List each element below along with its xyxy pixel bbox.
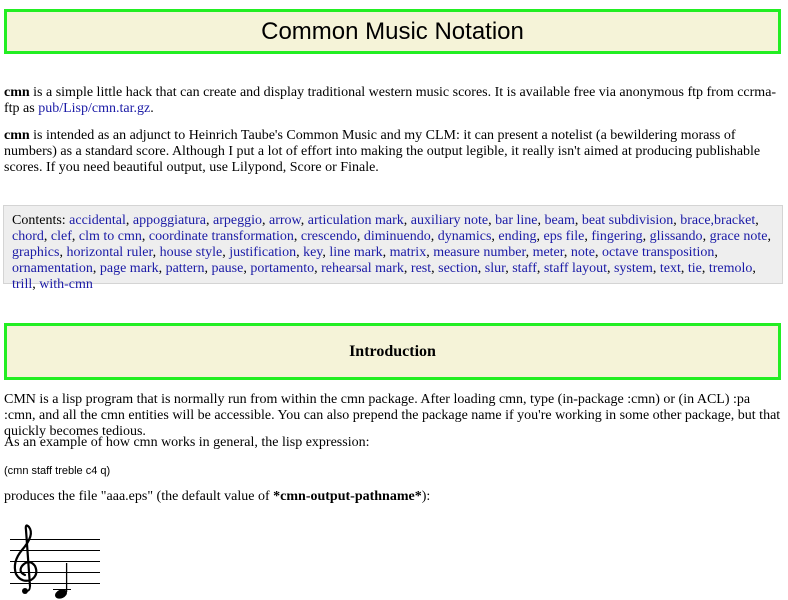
contents-link[interactable]: page mark [99,261,159,276]
contents-link[interactable]: meter [532,245,564,260]
contents-link[interactable]: appoggiatura [132,213,207,228]
staff-lines [10,540,100,584]
contents-link[interactable]: accidental [69,213,126,228]
contents-link[interactable]: fingering [591,229,643,244]
contents-link[interactable]: brace,bracket [680,213,756,228]
intro-paragraph-1 [4,85,784,117]
contents-link[interactable]: octave transposition [601,245,715,260]
contents-link[interactable]: tremolo [708,261,753,276]
contents-link[interactable]: glissando [649,229,703,244]
download-link[interactable]: pub/Lisp/cmn.tar.gz [38,101,151,116]
body-paragraph-1: CMN is a lisp program that is normally run from within the cmn package. After loading cmn, type (in-package :cmn) or (in ACL) :pa :cmn, and all the cmn entities will be accessible. You can also prepend the package name if you're working in some other package, but that quickly becomes tedious. [4,392,781,439]
contents-link[interactable]: auxiliary note [410,213,489,228]
contents-link[interactable]: portamento [250,261,315,276]
intro-paragraph-2-text: is intended as an adjunct to Heinrich Taube's Common Music and my CLM: it can present a notelist (a bewildering morass of numbers) as a standard score. Although I put a lot of effort into making the output legible, it really isn't aimed at producing publishable scores. If you need beautiful output, use Lilypond, Score or Finale. [4,128,761,175]
intro-paragraph-2-bold: cmn [4,128,30,143]
contents-link[interactable]: line mark [329,245,383,260]
contents-link[interactable]: trill [12,277,33,292]
page-title: Common Music Notation [261,17,524,45]
contents-link[interactable]: staff layout [543,261,607,276]
contents-link[interactable]: text [659,261,681,276]
contents-label: Contents: [12,213,70,228]
contents-link[interactable]: staff [512,261,537,276]
contents-link[interactable]: ornamentation [12,261,93,276]
page-title-banner [4,9,781,54]
contents-link[interactable]: eps file [543,229,585,244]
contents-panel [3,205,783,292]
contents-link[interactable]: justification [229,245,297,260]
contents-link[interactable]: matrix [389,245,427,260]
contents-link[interactable]: section [438,261,478,276]
body-paragraph-3 [4,489,784,505]
contents-link[interactable]: coordinate transformation [148,229,294,244]
contents-link[interactable]: diminuendo [363,229,431,244]
contents-link[interactable]: grace note [709,229,768,244]
intro-paragraph-1-text: is a simple little hack that can create and display traditional western music scores. It is available free via anonymous ftp from ccrma-ftp as [4,85,777,116]
music-example-figure [8,520,104,600]
body-paragraph-3-before: produces the file "aaa.eps" (the default value of [4,489,274,504]
contents-link[interactable]: articulation mark [307,213,404,228]
contents-link[interactable]: rehearsal mark [321,261,404,276]
contents-link[interactable]: house style [159,245,223,260]
contents-link[interactable]: horizontal ruler [66,245,153,260]
contents-link[interactable]: beam [544,213,575,228]
body-paragraph-2: As an example of how cmn works in general, the lisp expression: [4,435,370,450]
output-pathname-variable: *cmn-output-pathname* [273,489,422,504]
contents-list: accidental, appoggiatura, arpeggio, arrow, articulation mark, auxiliary note, bar line, beam, beat subdivision, brace,bracket, chord, clef, clm to cmn, coordinate transformation, crescendo, diminuendo, dynamics, ending, eps file, fingering, glissando, grace note, graphics, horizontal ruler, house style, justification, key, line mark, matrix, measure number, meter, note, octave transposition, ornamentation, page mark, pattern, pause, portamento, rehearsal mark, rest, section, slur, staff, staff layout, system, text, tie, tremolo, trill, with-cmn [12,213,771,292]
contents-link[interactable]: graphics [12,245,60,260]
contents-link[interactable]: tie [687,261,702,276]
contents-link[interactable]: measure number [433,245,526,260]
intro-paragraph-2 [4,128,784,176]
contents-link[interactable]: with-cmn [39,277,93,292]
code-example: (cmn staff treble c4 q) [4,465,111,477]
section-heading: Introduction [349,342,436,360]
body-paragraph-3-after: ): [421,489,431,504]
introduction-banner [4,323,781,380]
contents-link[interactable]: note [570,245,595,260]
contents-link[interactable]: crescendo [300,229,357,244]
contents-link[interactable]: slur [484,261,506,276]
contents-link[interactable]: chord [12,229,44,244]
intro-paragraph-1-bold: cmn [4,85,30,100]
intro-paragraph-1-after: . [150,101,154,116]
contents-link[interactable]: pause [211,261,244,276]
contents-link[interactable]: dynamics [437,229,492,244]
contents-link[interactable]: clef [50,229,72,244]
contents-link[interactable]: ending [498,229,537,244]
contents-link[interactable]: clm to cmn [78,229,142,244]
contents-link[interactable]: system [613,261,653,276]
contents-link[interactable]: beat subdivision [581,213,674,228]
contents-link[interactable]: arrow [269,213,301,228]
note-c4 [53,563,71,600]
contents-link[interactable]: bar line [495,213,538,228]
contents-link[interactable]: key [303,245,323,260]
contents-link[interactable]: pattern [165,261,205,276]
contents-link[interactable]: arpeggio [213,213,262,228]
contents-link[interactable]: rest [410,261,432,276]
